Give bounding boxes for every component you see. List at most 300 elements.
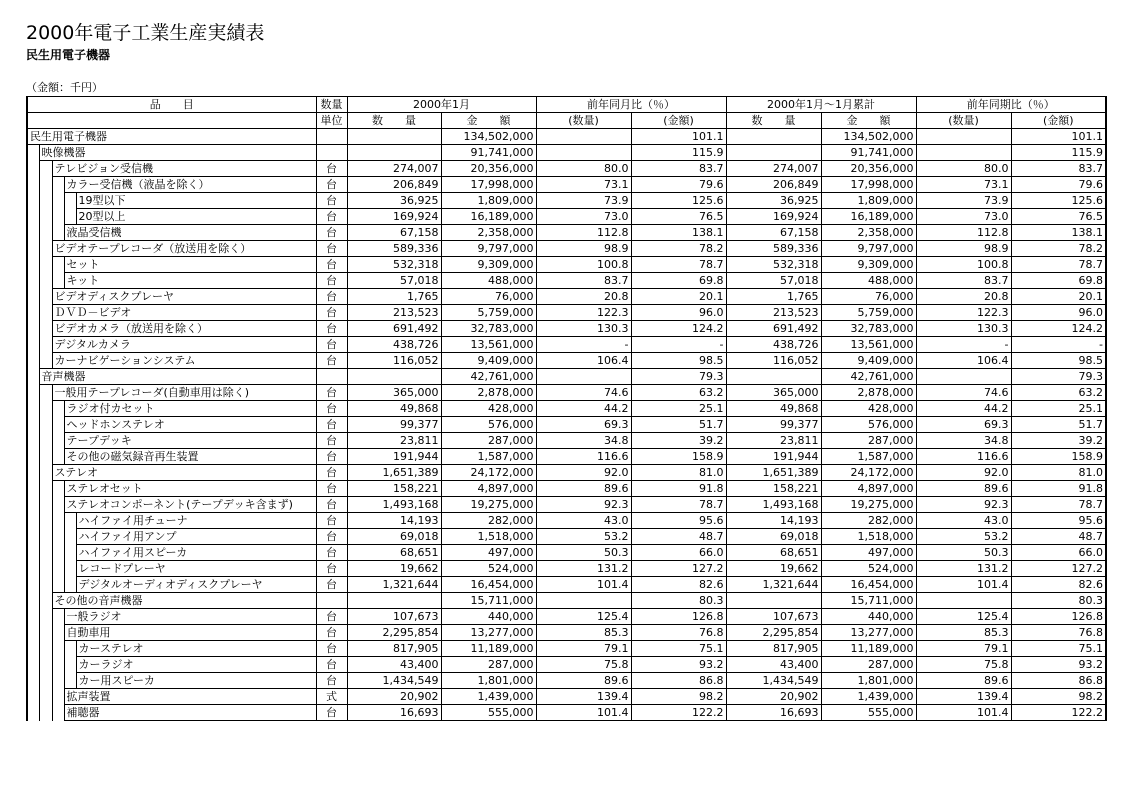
cum-qty-ratio-cell: 92.3 [916,497,1011,513]
table-row [27,417,1106,433]
amount-cell: 9,309,000 [441,257,536,273]
indent-cell [27,433,39,449]
qty-cell: 1,434,549 [347,673,441,689]
table-row [27,609,1106,625]
item-name: ステレオ [52,465,316,481]
indent-cell [39,657,52,673]
cum-amount-cell: 9,409,000 [821,353,916,369]
item-name: カーステレオ [76,641,316,657]
header-qty-unit-top: 数量 [316,97,347,113]
indent-cell [27,321,39,337]
amount-ratio-cell: 95.6 [631,513,726,529]
cum-amount-ratio-cell: 76.5 [1011,209,1106,225]
amount-cell: 497,000 [441,545,536,561]
cum-qty-ratio-cell: 125.4 [916,609,1011,625]
cum-qty-cell [726,129,821,145]
cum-amount-ratio-cell: 115.9 [1011,145,1106,161]
amount-cell: 4,897,000 [441,481,536,497]
cum-amount-ratio-cell: 127.2 [1011,561,1106,577]
qty-cell: 67,158 [347,225,441,241]
indent-cell [52,641,64,657]
cum-amount-ratio-cell: 80.3 [1011,593,1106,609]
indent-cell [39,577,52,593]
cum-qty-ratio-cell: 34.8 [916,433,1011,449]
unit-cell: 台 [316,657,347,673]
header-amount-2: 金 額 [821,113,916,129]
cum-qty-ratio-cell: 53.2 [916,529,1011,545]
amount-cell: 287,000 [441,433,536,449]
cum-amount-ratio-cell: 78.7 [1011,257,1106,273]
amount-cell: 287,000 [441,657,536,673]
cum-qty-ratio-cell [916,369,1011,385]
cum-qty-ratio-cell: 89.6 [916,481,1011,497]
qty-ratio-cell: 85.3 [536,625,631,641]
page-subtitle: 民生用電子機器 [26,48,111,62]
qty-ratio-cell: 89.6 [536,673,631,689]
item-name: 20型以上 [76,209,316,225]
table-row [27,593,1106,609]
cum-qty-cell: 2,295,854 [726,625,821,641]
table-row [27,145,1106,161]
table-row [27,545,1106,561]
amount-ratio-cell: 86.8 [631,673,726,689]
cum-qty-ratio-cell: 73.0 [916,209,1011,225]
amount-cell: 16,189,000 [441,209,536,225]
indent-cell [52,577,64,593]
qty-ratio-cell [536,129,631,145]
cum-amount-ratio-cell: - [1011,337,1106,353]
cum-amount-ratio-cell: 78.7 [1011,497,1106,513]
qty-ratio-cell: 80.0 [536,161,631,177]
item-name: デジタルカメラ [52,337,316,353]
indent-cell [64,673,76,689]
amount-ratio-cell: 39.2 [631,433,726,449]
cum-qty-cell: 16,693 [726,705,821,721]
amount-cell: 1,518,000 [441,529,536,545]
cum-amount-ratio-cell: 86.8 [1011,673,1106,689]
cum-amount-ratio-cell: 63.2 [1011,385,1106,401]
cum-qty-ratio-cell: 98.9 [916,241,1011,257]
indent-cell [39,305,52,321]
qty-ratio-cell: 116.6 [536,449,631,465]
production-table [26,96,1107,721]
cum-amount-ratio-cell: 83.7 [1011,161,1106,177]
amount-cell: 1,801,000 [441,673,536,689]
cum-amount-ratio-cell: 25.1 [1011,401,1106,417]
header-item-blank [27,113,316,129]
indent-cell [27,497,39,513]
cum-amount-cell: 428,000 [821,401,916,417]
item-name: テレビジョン受信機 [52,161,316,177]
item-name: 一般用テープレコーダ(自動車用は除く) [52,385,316,401]
indent-cell [27,337,39,353]
indent-cell [52,609,64,625]
qty-ratio-cell: 50.3 [536,545,631,561]
indent-cell [52,497,64,513]
cum-qty-cell: 1,321,644 [726,577,821,593]
table-row [27,625,1106,641]
cum-qty-ratio-cell: 101.4 [916,577,1011,593]
item-name: ハイファイ用チューナ [76,513,316,529]
header-row-2 [27,113,1106,129]
unit-cell: 台 [316,465,347,481]
cum-amount-cell: 287,000 [821,657,916,673]
amount-cell: 576,000 [441,417,536,433]
indent-cell [39,689,52,705]
qty-cell: 107,673 [347,609,441,625]
header-qty-1: 数 量 [347,113,441,129]
indent-cell [27,705,39,721]
qty-cell: 23,811 [347,433,441,449]
amount-ratio-cell: 75.1 [631,641,726,657]
item-name: ハイファイ用スピーカ [76,545,316,561]
amount-ratio-cell: 93.2 [631,657,726,673]
cum-qty-ratio-cell: 74.6 [916,385,1011,401]
amount-cell: 428,000 [441,401,536,417]
amount-ratio-cell: 80.3 [631,593,726,609]
amount-cell: 1,587,000 [441,449,536,465]
item-name: セット [64,257,316,273]
cum-amount-ratio-cell: 79.3 [1011,369,1106,385]
indent-cell [39,321,52,337]
indent-cell [52,225,64,241]
indent-cell [39,385,52,401]
cum-qty-cell: 158,221 [726,481,821,497]
amount-cell: 42,761,000 [441,369,536,385]
amount-ratio-cell: 96.0 [631,305,726,321]
indent-cell [39,273,52,289]
cum-qty-ratio-cell: 20.8 [916,289,1011,305]
header-qty-ratio-2: (数量) [916,113,1011,129]
table-row [27,177,1106,193]
indent-cell [39,497,52,513]
qty-ratio-cell: 92.3 [536,497,631,513]
amount-cell: 13,277,000 [441,625,536,641]
amount-cell: 20,356,000 [441,161,536,177]
indent-cell [52,705,64,721]
amount-ratio-cell: 76.5 [631,209,726,225]
indent-cell [64,529,76,545]
indent-cell [27,369,39,385]
cum-qty-cell: 67,158 [726,225,821,241]
cum-qty-cell: 43,400 [726,657,821,673]
unit-cell: 台 [316,609,347,625]
indent-cell [39,193,52,209]
cum-qty-ratio-cell: 69.3 [916,417,1011,433]
cum-amount-ratio-cell: 98.5 [1011,353,1106,369]
table-row [27,673,1106,689]
header-qty-2: 数 量 [726,113,821,129]
qty-ratio-cell: 101.4 [536,577,631,593]
indent-cell [27,529,39,545]
cum-amount-cell: 13,561,000 [821,337,916,353]
indent-cell [27,257,39,273]
table-row [27,449,1106,465]
indent-cell [39,673,52,689]
item-name: ビデオカメラ（放送用を除く） [52,321,316,337]
amount-cell: 2,358,000 [441,225,536,241]
amount-ratio-cell: - [631,337,726,353]
item-name: カーラジオ [76,657,316,673]
table-row [27,529,1106,545]
cum-qty-cell: 116,052 [726,353,821,369]
cum-qty-cell: 68,651 [726,545,821,561]
indent-cell [27,673,39,689]
indent-cell [27,657,39,673]
unit-cell: 台 [316,257,347,273]
cum-qty-cell: 57,018 [726,273,821,289]
qty-ratio-cell: 69.3 [536,417,631,433]
indent-cell [52,545,64,561]
amount-cell: 11,189,000 [441,641,536,657]
indent-cell [52,449,64,465]
indent-cell [27,241,39,257]
indent-cell [27,609,39,625]
table-row [27,273,1106,289]
item-name: カラー受信機（液晶を除く） [64,177,316,193]
indent-cell [39,353,52,369]
cum-amount-cell: 19,275,000 [821,497,916,513]
indent-cell [64,209,76,225]
cum-qty-cell: 191,944 [726,449,821,465]
cum-amount-cell: 4,897,000 [821,481,916,497]
qty-cell: 1,765 [347,289,441,305]
qty-cell: 36,925 [347,193,441,209]
qty-ratio-cell: 131.2 [536,561,631,577]
cum-qty-cell: 36,925 [726,193,821,209]
qty-cell: 438,726 [347,337,441,353]
qty-ratio-cell: 83.7 [536,273,631,289]
cum-qty-cell: 107,673 [726,609,821,625]
cum-amount-cell: 5,759,000 [821,305,916,321]
indent-cell [52,657,64,673]
qty-ratio-cell: 73.0 [536,209,631,225]
unit-cell: 台 [316,545,347,561]
unit-cell: 台 [316,497,347,513]
indent-cell [39,209,52,225]
cum-amount-cell: 13,277,000 [821,625,916,641]
cum-amount-ratio-cell: 66.0 [1011,545,1106,561]
cum-qty-cell: 532,318 [726,257,821,273]
amount-cell: 2,878,000 [441,385,536,401]
amount-ratio-cell: 101.1 [631,129,726,145]
qty-cell: 191,944 [347,449,441,465]
item-name: カーナビゲーションシステム [52,353,316,369]
cum-amount-ratio-cell: 138.1 [1011,225,1106,241]
cum-amount-ratio-cell: 79.6 [1011,177,1106,193]
unit-cell: 台 [316,241,347,257]
amount-ratio-cell: 20.1 [631,289,726,305]
indent-cell [27,353,39,369]
indent-cell [27,145,39,161]
indent-cell [27,625,39,641]
header-amount-ratio-1: (金額) [631,113,726,129]
qty-cell: 116,052 [347,353,441,369]
indent-cell [27,481,39,497]
unit-cell: 台 [316,321,347,337]
table-row [27,465,1106,481]
cum-amount-ratio-cell: 81.0 [1011,465,1106,481]
cum-amount-ratio-cell: 51.7 [1011,417,1106,433]
cum-qty-ratio-cell: 83.7 [916,273,1011,289]
cum-amount-cell: 1,587,000 [821,449,916,465]
table-row [27,353,1106,369]
item-name: 自動車用 [64,625,316,641]
table-row [27,481,1106,497]
cum-qty-cell: 169,924 [726,209,821,225]
item-name: ラジオ付カセット [64,401,316,417]
item-name: 映像機器 [39,145,316,161]
amount-cell: 282,000 [441,513,536,529]
unit-cell: 台 [316,177,347,193]
amount-ratio-cell: 126.8 [631,609,726,625]
qty-ratio-cell: 100.8 [536,257,631,273]
unit-cell: 台 [316,481,347,497]
indent-cell [52,561,64,577]
qty-ratio-cell: 106.4 [536,353,631,369]
cum-amount-ratio-cell: 20.1 [1011,289,1106,305]
cum-amount-ratio-cell: 78.2 [1011,241,1106,257]
cum-amount-ratio-cell: 91.8 [1011,481,1106,497]
indent-cell [27,177,39,193]
unit-cell: 台 [316,193,347,209]
cum-qty-ratio-cell [916,129,1011,145]
cum-qty-ratio-cell: 73.1 [916,177,1011,193]
table-row [27,641,1106,657]
indent-cell [64,641,76,657]
cum-amount-cell: 9,309,000 [821,257,916,273]
unit-cell: 台 [316,561,347,577]
cum-amount-ratio-cell: 98.2 [1011,689,1106,705]
table-row [27,401,1106,417]
amount-ratio-cell: 98.5 [631,353,726,369]
cum-qty-ratio-cell: 100.8 [916,257,1011,273]
cum-qty-ratio-cell: 73.9 [916,193,1011,209]
cum-qty-cell: 20,902 [726,689,821,705]
qty-cell: 20,902 [347,689,441,705]
qty-cell: 532,318 [347,257,441,273]
cum-amount-cell: 16,189,000 [821,209,916,225]
unit-cell [316,593,347,609]
indent-cell [27,449,39,465]
cum-amount-ratio-cell: 158.9 [1011,449,1106,465]
unit-cell: 台 [316,209,347,225]
unit-cell: 台 [316,641,347,657]
unit-cell: 台 [316,625,347,641]
cum-qty-ratio-cell: 50.3 [916,545,1011,561]
amount-ratio-cell: 91.8 [631,481,726,497]
item-name: 民生用電子機器 [27,129,316,145]
amount-ratio-cell: 63.2 [631,385,726,401]
indent-cell [39,241,52,257]
indent-cell [39,705,52,721]
qty-cell: 817,905 [347,641,441,657]
indent-cell [39,625,52,641]
header-yoy1: 前年同月比（％） [536,97,726,113]
amount-ratio-cell: 79.3 [631,369,726,385]
indent-cell [27,545,39,561]
header-period1: 2000年1月 [347,97,536,113]
qty-cell [347,369,441,385]
cum-amount-ratio-cell: 75.1 [1011,641,1106,657]
indent-cell [27,561,39,577]
indent-cell [39,257,52,273]
cum-qty-ratio-cell [916,145,1011,161]
amount-ratio-cell: 76.8 [631,625,726,641]
cum-amount-cell: 17,998,000 [821,177,916,193]
item-name: デジタルオーディオディスクプレーヤ [76,577,316,593]
indent-cell [39,289,52,305]
amount-cell: 1,809,000 [441,193,536,209]
amount-ratio-cell: 79.6 [631,177,726,193]
amount-ratio-cell: 138.1 [631,225,726,241]
indent-cell [52,273,64,289]
cum-qty-cell [726,593,821,609]
header-qty-unit-bottom: 単位 [316,113,347,129]
qty-cell: 213,523 [347,305,441,321]
cum-amount-ratio-cell: 125.6 [1011,193,1106,209]
table-row [27,369,1106,385]
amount-ratio-cell: 122.2 [631,705,726,721]
item-name: ＤＶＤ－ビデオ [52,305,316,321]
table-row [27,337,1106,353]
qty-ratio-cell: 130.3 [536,321,631,337]
cum-amount-cell: 524,000 [821,561,916,577]
table-row [27,497,1106,513]
indent-cell [64,561,76,577]
cum-amount-cell: 42,761,000 [821,369,916,385]
cum-qty-ratio-cell: 101.4 [916,705,1011,721]
table-row [27,161,1106,177]
item-name: ビデオディスクプレーヤ [52,289,316,305]
amount-ratio-cell: 98.2 [631,689,726,705]
qty-ratio-cell: 122.3 [536,305,631,321]
cum-amount-cell: 1,809,000 [821,193,916,209]
cum-amount-cell: 32,783,000 [821,321,916,337]
cum-amount-ratio-cell: 69.8 [1011,273,1106,289]
cum-qty-cell: 19,662 [726,561,821,577]
amount-cell: 13,561,000 [441,337,536,353]
unit-cell: 台 [316,529,347,545]
cum-amount-ratio-cell: 101.1 [1011,129,1106,145]
qty-ratio-cell: 74.6 [536,385,631,401]
cum-qty-cell: 1,493,168 [726,497,821,513]
cum-qty-cell [726,145,821,161]
amount-cell: 488,000 [441,273,536,289]
unit-cell: 台 [316,417,347,433]
indent-cell [39,177,52,193]
cum-qty-ratio-cell [916,593,1011,609]
indent-cell [39,337,52,353]
cum-qty-cell: 14,193 [726,513,821,529]
indent-cell [27,401,39,417]
cum-qty-ratio-cell: 131.2 [916,561,1011,577]
cum-qty-cell: 1,765 [726,289,821,305]
qty-cell: 19,662 [347,561,441,577]
table-row [27,321,1106,337]
qty-ratio-cell: 92.0 [536,465,631,481]
cum-qty-cell: 206,849 [726,177,821,193]
cum-qty-ratio-cell: 92.0 [916,465,1011,481]
item-name: レコードプレーヤ [76,561,316,577]
qty-cell: 169,924 [347,209,441,225]
cum-qty-cell: 49,868 [726,401,821,417]
qty-cell: 49,868 [347,401,441,417]
table-row [27,705,1106,721]
cum-qty-cell: 213,523 [726,305,821,321]
amount-ratio-cell: 83.7 [631,161,726,177]
amount-cell: 19,275,000 [441,497,536,513]
